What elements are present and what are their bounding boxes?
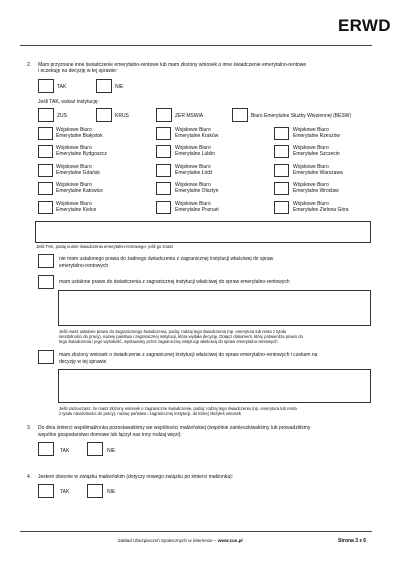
wbe-lodz-line2: Emerytalne Łódź — [175, 170, 213, 176]
wbe-kielce-line2: Emerytalne Kielce — [56, 207, 97, 213]
wbe-bialystok-line1: Wojskowe Biuro — [56, 127, 92, 133]
no-foreign-benefit-checkbox[interactable] — [38, 254, 54, 268]
wbe-poznan-line2: Emerytalne Poznań — [175, 207, 219, 213]
q4-number: 4. — [27, 474, 32, 480]
q3-yes-checkbox[interactable] — [38, 442, 54, 456]
wbe-gdansk-checkbox[interactable] — [38, 164, 53, 177]
wbe-szczecin-line1: Wojskowe Biuro — [293, 145, 329, 151]
foreign-benefit-granted-label: mam ustalone prawo do świadczenia z zagranicznej instytucji właściwej do spraw emerytalno-rentowych — [59, 279, 290, 285]
wbe-olsztyn-line1: Wojskowe Biuro — [175, 182, 211, 188]
wbe-lodz-line1: Wojskowe Biuro — [175, 164, 211, 170]
institution-zer-mswia-checkbox[interactable] — [156, 108, 172, 122]
q2-text-line1: Mam przyznane inne świadczenie emerytalno-rentowe lub mam złożony wniosek o inne świadczenie emerytalno-rentowe — [38, 62, 307, 68]
page-number: Strona 3 z 6 — [338, 538, 367, 544]
institution-zer-mswia-label: ZER MSWiA — [175, 113, 204, 119]
q2-yes-checkbox[interactable] — [38, 79, 54, 93]
no-foreign-benefit-line2: emerytalno-rentowych — [59, 263, 109, 269]
benefit-number-field[interactable] — [35, 221, 371, 243]
benefit-number-label: Jeśli TAK, podaj numer świadczenia emerytalno-rentowego- jeśli go znasz — [36, 244, 174, 249]
q2-text-line2: i oczekuję na decyzję w tej sprawie: — [38, 68, 118, 74]
granted-note-line2: niezdolności do pracy), nazwę państwa i zagranicznej instytucji, która wydała decyzję. Dołącz dokument, który potwierdza prawo do — [59, 334, 303, 339]
foreign-benefit-granted-checkbox[interactable] — [38, 275, 54, 289]
wbe-zielona-gora-line1: Wojskowe Biuro — [293, 201, 329, 207]
wbe-poznan-checkbox[interactable] — [156, 201, 171, 214]
q2-no-checkbox[interactable] — [96, 79, 112, 93]
wbe-zielona-gora-line2: Emerytalne Zielona Góra — [293, 207, 349, 213]
institution-zus-label: ZUS — [57, 113, 67, 119]
q4-text: Jestem obecnie w związku małżeńskim (dotyczy nowego związku po śmierci małżonka): — [38, 474, 234, 480]
q3-yes-label: TAK — [60, 448, 70, 454]
footer-rule — [20, 531, 372, 532]
wbe-bydgoszcz-line1: Wojskowe Biuro — [56, 145, 92, 151]
wbe-olsztyn-line2: Emerytalne Olsztyn — [175, 188, 219, 194]
q3-number: 3. — [27, 425, 32, 431]
footer-center — [118, 538, 243, 543]
wbe-krakow-checkbox[interactable] — [156, 127, 171, 140]
header-rule — [20, 45, 372, 46]
form-code: ERWD — [338, 16, 391, 35]
wbe-wroclaw-line2: Emerytalne Wrocław — [293, 188, 339, 194]
wbe-gdansk-line2: Emerytalne Gdańsk — [56, 170, 100, 176]
wbe-katowice-line2: Emerytalne Katowice — [56, 188, 103, 194]
foreign-benefit-granted-field[interactable] — [58, 290, 371, 326]
institution-zus-checkbox[interactable] — [38, 108, 54, 122]
wbe-lublin-checkbox[interactable] — [156, 145, 171, 158]
q2-yes-label: TAK — [57, 84, 67, 90]
wbe-wroclaw-line1: Wojskowe Biuro — [293, 182, 329, 188]
institutions-label: Jeśli TAK, wskaż instytucję: — [38, 99, 99, 105]
wbe-olsztyn-checkbox[interactable] — [156, 182, 171, 195]
q4-yes-checkbox[interactable] — [38, 484, 54, 498]
wbe-lublin-line1: Wojskowe Biuro — [175, 145, 211, 151]
wbe-warszawa-line1: Wojskowe Biuro — [293, 164, 329, 170]
institution-besw-checkbox[interactable] — [232, 108, 248, 122]
institution-krus-checkbox[interactable] — [96, 108, 112, 122]
wbe-katowice-line1: Wojskowe Biuro — [56, 182, 92, 188]
institution-besw-label: Biuro Emerytalne Służby Więziennej (BESW) — [251, 113, 352, 119]
wbe-krakow-line2: Emerytalne Kraków — [175, 133, 219, 139]
wbe-krakow-line1: Wojskowe Biuro — [175, 127, 211, 133]
wbe-poznan-line1: Wojskowe Biuro — [175, 201, 211, 207]
footer-prefix: Zakład Ubezpieczeń Społecznych w internecie – — [118, 538, 218, 543]
wbe-rzeszow-checkbox[interactable] — [274, 127, 289, 140]
q3-no-label: NIE — [107, 448, 116, 454]
wbe-warszawa-line2: Emerytalne Warszawa — [293, 170, 343, 176]
q4-no-checkbox[interactable] — [87, 484, 103, 498]
wbe-zielona-gora-checkbox[interactable] — [274, 201, 289, 214]
wbe-szczecin-checkbox[interactable] — [274, 145, 289, 158]
foreign-application-pending-field[interactable] — [58, 369, 371, 403]
wbe-bydgoszcz-line2: Emerytalne Bydgoszcz — [56, 151, 107, 157]
wbe-katowice-checkbox[interactable] — [38, 182, 53, 195]
granted-note-line1: Jeśli masz ustalone prawo do zagranicznego świadczenia, podaj: rodzaj tego świadczenia (np. emerytura lub renta z tytułu — [59, 329, 287, 334]
wbe-wroclaw-checkbox[interactable] — [274, 182, 289, 195]
foreign-application-pending-line1: mam złożony wniosek o świadczenie z zagranicznej instytucji właściwej do spraw emerytalno-rentowych i czekam na — [59, 352, 318, 358]
wbe-gdansk-line1: Wojskowe Biuro — [56, 164, 92, 170]
footer-url-link[interactable]: www.zus.pl — [217, 538, 243, 543]
wbe-bialystok-line2: Emerytalne Białystok — [56, 133, 103, 139]
wbe-szczecin-line2: Emerytalne Szczecin — [293, 151, 340, 157]
wbe-bialystok-checkbox[interactable] — [38, 127, 53, 140]
q3-text-line1: Do dnia śmierci współmałżonka pozostawaliśmy we wspólności małżeńskiej (wspólnie zamieszkiwaliśmy lub prowadziliśmy — [38, 425, 311, 431]
q2-number: 2. — [27, 62, 32, 68]
wbe-kielce-line1: Wojskowe Biuro — [56, 201, 92, 207]
wbe-rzeszow-line2: Emerytalne Rzeszów — [293, 133, 340, 139]
pending-note-line2: z tytułu niezdolności do pracy), nazwę państwa i zagranicznej instytucji, do której złożyłeś wniosek — [59, 411, 242, 416]
wbe-bydgoszcz-checkbox[interactable] — [38, 145, 53, 158]
pending-note-line1: Jeśli zaznaczasz, że masz złożony wniosek o zagraniczne świadczenie, podaj: rodzaj tego świadczenia (np. emerytura lub renta — [59, 406, 297, 411]
q4-no-label: NIE — [107, 489, 116, 495]
wbe-kielce-checkbox[interactable] — [38, 201, 53, 214]
wbe-rzeszow-line1: Wojskowe Biuro — [293, 127, 329, 133]
granted-note-line3: tego świadczenia i jego wysokość, wystawiony przez zagraniczną instytucję właściwą do spraw emerytalno-rentowych — [59, 339, 278, 344]
wbe-lodz-checkbox[interactable] — [156, 164, 171, 177]
wbe-warszawa-checkbox[interactable] — [274, 164, 289, 177]
q2-no-label: NIE — [115, 84, 124, 90]
q3-no-checkbox[interactable] — [87, 442, 103, 456]
wbe-lublin-line2: Emerytalne Lublin — [175, 151, 216, 157]
q3-text-line2: wspólne gospodarstwo domowe lub łączył nas inny rodzaj więzi): — [38, 432, 182, 438]
no-foreign-benefit-line1: nie mam ustalonego prawa do żadnego świadczenia z zagranicznej instytucji właściwej do spraw — [59, 256, 274, 262]
institution-krus-label: KRUS — [115, 113, 129, 119]
q4-yes-label: TAK — [60, 489, 70, 495]
foreign-application-pending-line2: decyzję w tej sprawie — [59, 359, 107, 365]
foreign-application-pending-checkbox[interactable] — [38, 350, 54, 364]
